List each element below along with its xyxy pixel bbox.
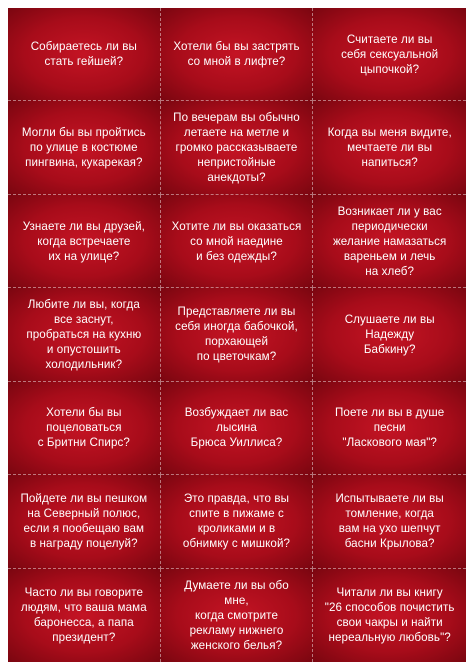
question-text: Слушаете ли вы Надежду Бабкину? [344,312,435,356]
question-card [8,101,161,194]
question-card [161,288,314,381]
question-text: Хотели бы вы застрять со мной в лифте? [173,40,300,69]
question-text: Когда вы меня видите, мечтаете ли вы напиться? [327,126,452,170]
question-text: Возбуждает ли вас лысина Брюса Уиллиса? [184,406,289,450]
question-text: Читали ли вы книгу "26 способов почистить свои чакры и найти нереальную любовь"? [324,586,455,645]
question-text: Любите ли вы, когда все заснут, пробраться на кухню и опустошить холодильник? [26,297,142,371]
question-text: Поете ли вы в душе песни "Ласкового мая"? [334,406,445,450]
question-text: Это правда, что вы спите в пижаме с кроликами и в обнимку с мишкой? [182,492,291,551]
question-text: Возникает ли у вас периодически желание намазаться вареньем и лечь на хлеб? [332,204,447,278]
question-card [8,195,161,288]
question-text: Могли бы вы пройтись по улице в костюме пингвина, кукарекая? [21,126,146,170]
question-text: Представляете ли вы себя иногда бабочкой, порхающей по цветочкам? [175,305,298,364]
question-card [313,288,466,381]
question-card [313,475,466,568]
question-card [8,288,161,381]
question-card [161,475,314,568]
question-card [8,382,161,475]
question-card [313,569,466,662]
question-card [313,195,466,288]
question-card [161,382,314,475]
question-text: Испытываете ли вы томление, когда вам на ухо шепчут басни Крылова? [335,492,444,551]
question-text: Хотите ли вы оказаться со мной наедине и без одежды? [171,219,302,263]
question-text: Хотели бы вы поцеловаться с Бритни Спирс? [37,406,130,450]
question-text: Часто ли вы говорите людям, что ваша мама баронесса, а папа президент? [20,586,147,645]
question-text: Пойдете ли вы пешком на Северный полюс, если я пообещаю вам в награду поцелуй? [20,492,148,551]
question-card [313,8,466,101]
question-card [161,569,314,662]
question-text: Узнаете ли вы друзей, когда встречаете их на улице? [22,219,145,263]
question-card [8,475,161,568]
question-card [161,195,314,288]
question-card [8,8,161,101]
question-card [161,8,314,101]
question-text: Собираетесь ли вы стать гейшей? [30,40,137,69]
question-card [313,382,466,475]
question-text: Считаете ли вы себя сексуальной цыпочкой? [341,32,439,76]
question-card [8,569,161,662]
question-card [313,101,466,194]
card-sheet [8,8,466,662]
question-card [161,101,314,194]
question-text: По вечерам вы обычно летаете на метле и громко рассказываете непристойные анекдоты? [173,111,300,185]
question-text: Думаете ли вы обо мне, когда смотрите рекламу нижнего женского белья? [184,578,289,652]
